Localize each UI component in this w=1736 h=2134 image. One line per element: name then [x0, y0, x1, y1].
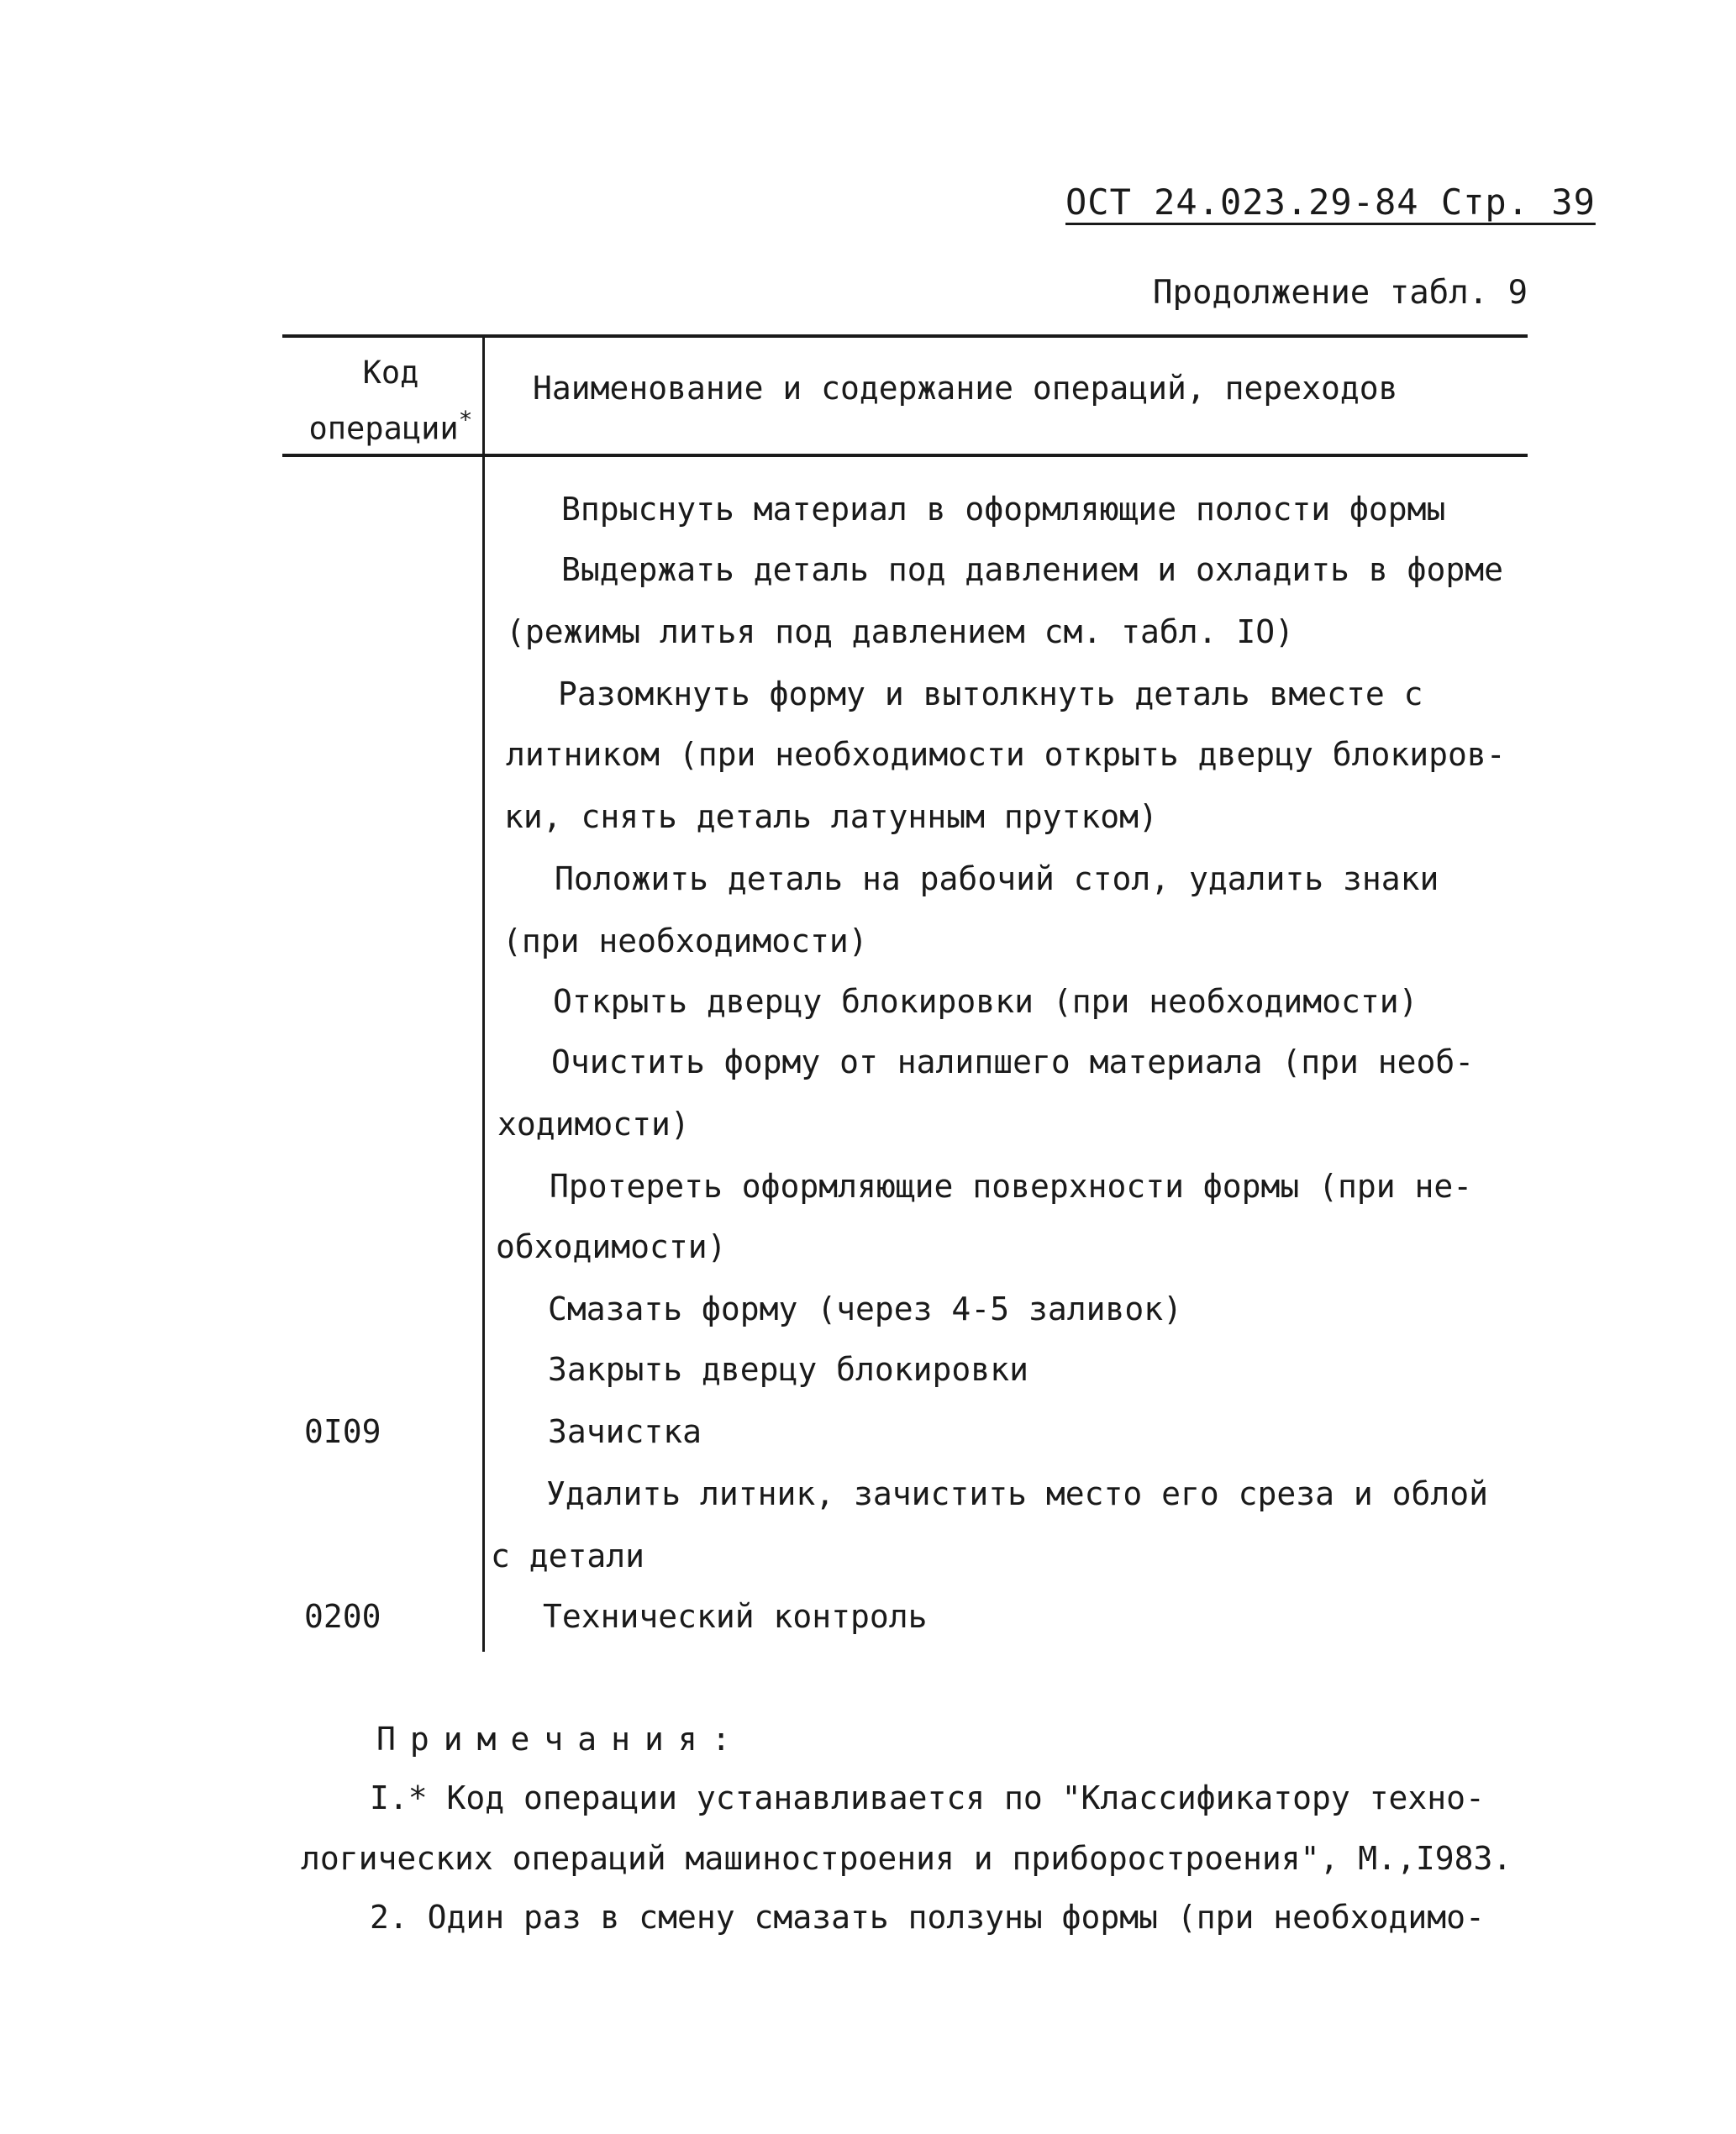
operation-code: 0200 — [304, 1598, 381, 1635]
operation-line: Протереть оформляющие поверхности формы (при не- — [550, 1168, 1473, 1205]
operation-line: с детали — [491, 1537, 645, 1574]
column-header-code-line2: операции* — [308, 406, 473, 447]
footnote-mark: * — [458, 406, 473, 434]
operation-line: ходимости) — [497, 1106, 690, 1143]
operation-line: Смазать форму (через 4-5 заливок) — [548, 1290, 1182, 1327]
table-top-rule — [282, 334, 1528, 338]
operation-line: (при необходимости) — [502, 922, 868, 959]
operation-line: Очистить форму от налипшего материала (при необ- — [551, 1043, 1475, 1080]
document-id: ОСТ 24.023.29-84 Стр. 39 — [1065, 181, 1596, 223]
table-header-rule — [282, 454, 1528, 457]
table-continuation-label: Продолжение табл. 9 — [1153, 274, 1528, 312]
table-column-divider — [482, 336, 485, 1652]
notes-title: Примечания: — [376, 1721, 745, 1758]
operation-line: Положить деталь на рабочий стол, удалить знаки — [555, 860, 1439, 897]
operation-line: Разомкнуть форму и вытолкнуть деталь вместе с — [558, 675, 1423, 712]
note-line: I.* Код операции устанавливается по "Классификатору техно- — [370, 1779, 1485, 1816]
operation-line: Выдержать деталь под давлением и охладить в форме — [561, 551, 1504, 588]
operation-line: Технический контроль — [543, 1598, 928, 1635]
operation-line: обходимости) — [496, 1228, 727, 1265]
operation-line: (режимы литья под давлением см. табл. IO) — [506, 613, 1294, 650]
column-header-code-line1: Код — [362, 355, 419, 391]
operation-line: ки, снять деталь латунным прутком) — [504, 798, 1158, 835]
column-header-code — [299, 350, 482, 452]
column-header-name: Наименование и содержание операций, переходов — [533, 370, 1398, 407]
operation-line: Закрыть дверцу блокировки — [548, 1351, 1028, 1388]
operation-line: Открыть дверцу блокировки (при необходимости) — [553, 983, 1418, 1020]
operation-code: 0I09 — [304, 1413, 381, 1450]
operation-line: литником (при необходимости открыть дверцу блокиров- — [506, 736, 1506, 773]
note-line: логических операций машиностроения и приборостроения", М.,I983. — [301, 1840, 1512, 1877]
operation-line: Удалить литник, зачистить место его среза и облой — [546, 1475, 1489, 1512]
operation-line: Впрыснуть материал в оформляющие полости формы — [561, 491, 1446, 528]
note-line: 2. Один раз в смену смазать ползуны формы (при необходимо- — [370, 1899, 1485, 1936]
operation-line: Зачистка — [548, 1413, 702, 1450]
